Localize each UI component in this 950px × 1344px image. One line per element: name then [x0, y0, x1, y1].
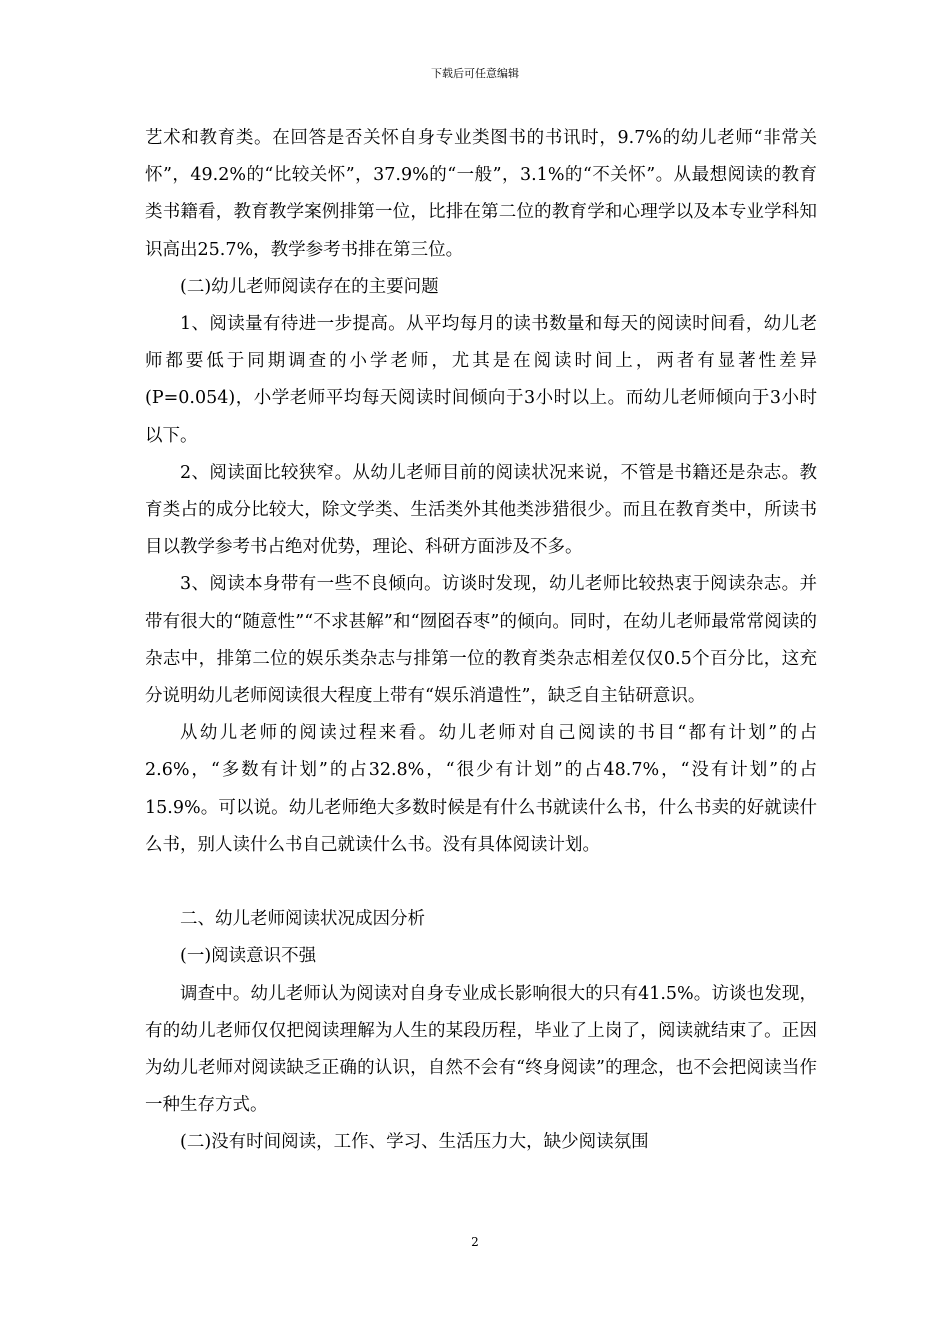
subheading-weak-awareness: (一)阅读意识不强 [180, 946, 317, 967]
document-body [145, 120, 817, 1162]
paragraph-continuation: 艺术和教育类。在回答是否关怀自身专业类图书的书讯时，9.7%的幼儿老师“非常关怀”，49.2%的“比较关怀”，37.9%的“一般”，3.1%的“不关怀”。从最想阅读的教育类书籍看，教育教学案例排第一位，比排在第二位的教育学和心理学以及本专业学科知识高出25.7%，教学参考书排在第三位。 [145, 128, 817, 260]
page-header: 下载后可任意编辑 [431, 67, 519, 80]
paragraph-survey-result: 调查中。幼儿老师认为阅读对自身专业成长影响很大的只有41.5%。访谈也发现，有的幼儿老师仅仅把阅读理解为人生的某段历程，毕业了上岗了，阅读就结束了。正因为幼儿老师对阅读缺乏正确的认识，自然不会有“终身阅读”的理念，也不会把阅读当作一种生存方式。 [145, 983, 817, 1116]
subheading-no-time: (二)没有时间阅读，工作、学习、生活压力大，缺少阅读氛围 [180, 1132, 649, 1153]
paragraph-reading-scope: 2、阅读面比较狭窄。从幼儿老师目前的阅读状况来说，不管是书籍还是杂志。教育类占的成分比较大，除文学类、生活类外其他类涉猎很少。而且在教育类中，所读书目以教学参考书占绝对优势，理论、科研方面涉及不多。 [145, 462, 817, 558]
paragraph-spacer [145, 864, 817, 901]
section-heading-main-problems: (二)幼儿老师阅读存在的主要问题 [180, 276, 439, 297]
page-number: 2 [471, 1235, 479, 1249]
paragraph-reading-process: 从幼儿老师的阅读过程来看。幼儿老师对自己阅读的书目“都有计划”的占2.6%，“多数有计划”的占32.8%，“很少有计划”的占48.7%，“没有计划”的占15.9%。可以说。幼儿老师绝大多数时候是有什么书就读什么书，什么书卖的好就读什么书，别人读什么书自己就读什么书。没有具体阅读计划。 [145, 723, 817, 855]
paragraph-reading-tendency: 3、阅读本身带有一些不良倾向。访谈时发现，幼儿老师比较热衷于阅读杂志。并带有很大的“随意性”“不求甚解”和“囫囵吞枣”的倾向。同时，在幼儿老师最常常阅读的杂志中，排第二位的娱乐类杂志与排第一位的教育类杂志相差仅仅0.5个百分比，这充分说明幼儿老师阅读很大程度上带有“娱乐消遣性”，缺乏自主钻研意识。 [145, 574, 817, 707]
paragraph-reading-volume: 1、阅读量有待进一步提高。从平均每月的读书数量和每天的阅读时间看，幼儿老师都要低于同期调查的小学老师，尤其是在阅读时间上，两者有显著性差异(P=0.054)，小学老师平均每天阅读时间倾向于3小时以上。而幼儿老师倾向于3小时以下。 [145, 314, 817, 446]
section-heading-cause-analysis: 二、幼儿老师阅读状况成因分析 [180, 909, 425, 930]
